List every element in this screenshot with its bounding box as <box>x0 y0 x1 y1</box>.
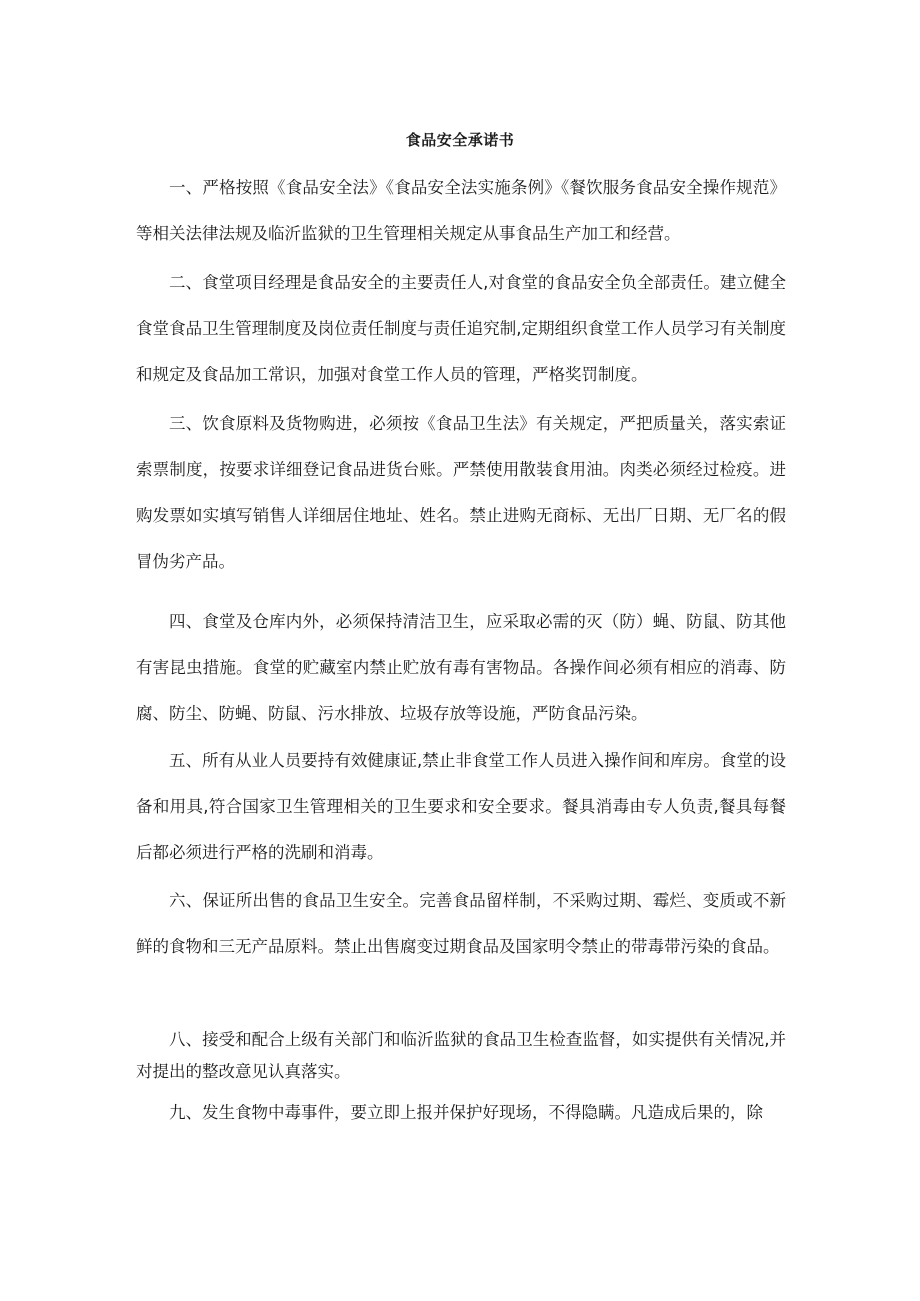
paragraph-8: 八、接受和配合上级有关部门和临沂监狱的食品卫生检查监督，如实提供有关情况,并对提出的整改意见认真落实。 <box>136 1030 786 1081</box>
paragraph-4: 四、食堂及仓库内外，必须保持清洁卫生，应采取必需的灭（防）蝇、防鼠、防其他有害昆虫措施。食堂的贮藏室内禁止贮放有毒有害物品。各操作间必须有相应的消毒、防腐、防尘、防蝇、防鼠、污水排放、垃圾存放等设施，严防食品污染。 <box>136 612 786 723</box>
paragraph-9: 九、发生食物中毒事件，要立即上报并保护好现场，不得隐瞒。凡造成后果的，除 <box>169 1103 763 1122</box>
paragraph-6: 六、保证所出售的食品卫生安全。完善食品留样制，不采购过期、霉烂、变质或不新鲜的食物和三无产品原料。禁止出售腐变过期食品及国家明令禁止的带毒带污染的食品。 <box>136 891 786 956</box>
paragraph-1: 一、严格按照《食品安全法》《食品安全法实施条例》《餐饮服务食品安全操作规范》等相关法律法规及临沂监狱的卫生管理相关规定从事食品生产加工和经营。 <box>136 178 786 243</box>
paragraph-5: 五、所有从业人员要持有效健康证,禁止非食堂工作人员进入操作间和库房。食堂的设备和用具,符合国家卫生管理相关的卫生要求和安全要求。餐具消毒由专人负责,餐具每餐后都必须进行严格的洗刷和消毒。 <box>136 751 786 862</box>
paragraph-2: 二、食堂项目经理是食品安全的主要责任人,对食堂的食品安全负全部责任。建立健全食堂食品卫生管理制度及岗位责任制度与责任追究制,定期组织食堂工作人员学习有关制度和规定及食品加工常识，加强对食堂工作人员的管理，严格奖罚制度。 <box>136 273 786 384</box>
document-title: 食品安全承诺书 <box>405 131 515 149</box>
paragraph-3: 三、饮食原料及货物购进，必须按《食品卫生法》有关规定，严把质量关，落实索证索票制度，按要求详细登记食品进货台账。严禁使用散装食用油。肉类必须经过检疫。进购发票如实填写销售人详细居住地址、姓名。禁止进购无商标、无出厂日期、无厂名的假冒伪劣产品。 <box>136 414 786 571</box>
